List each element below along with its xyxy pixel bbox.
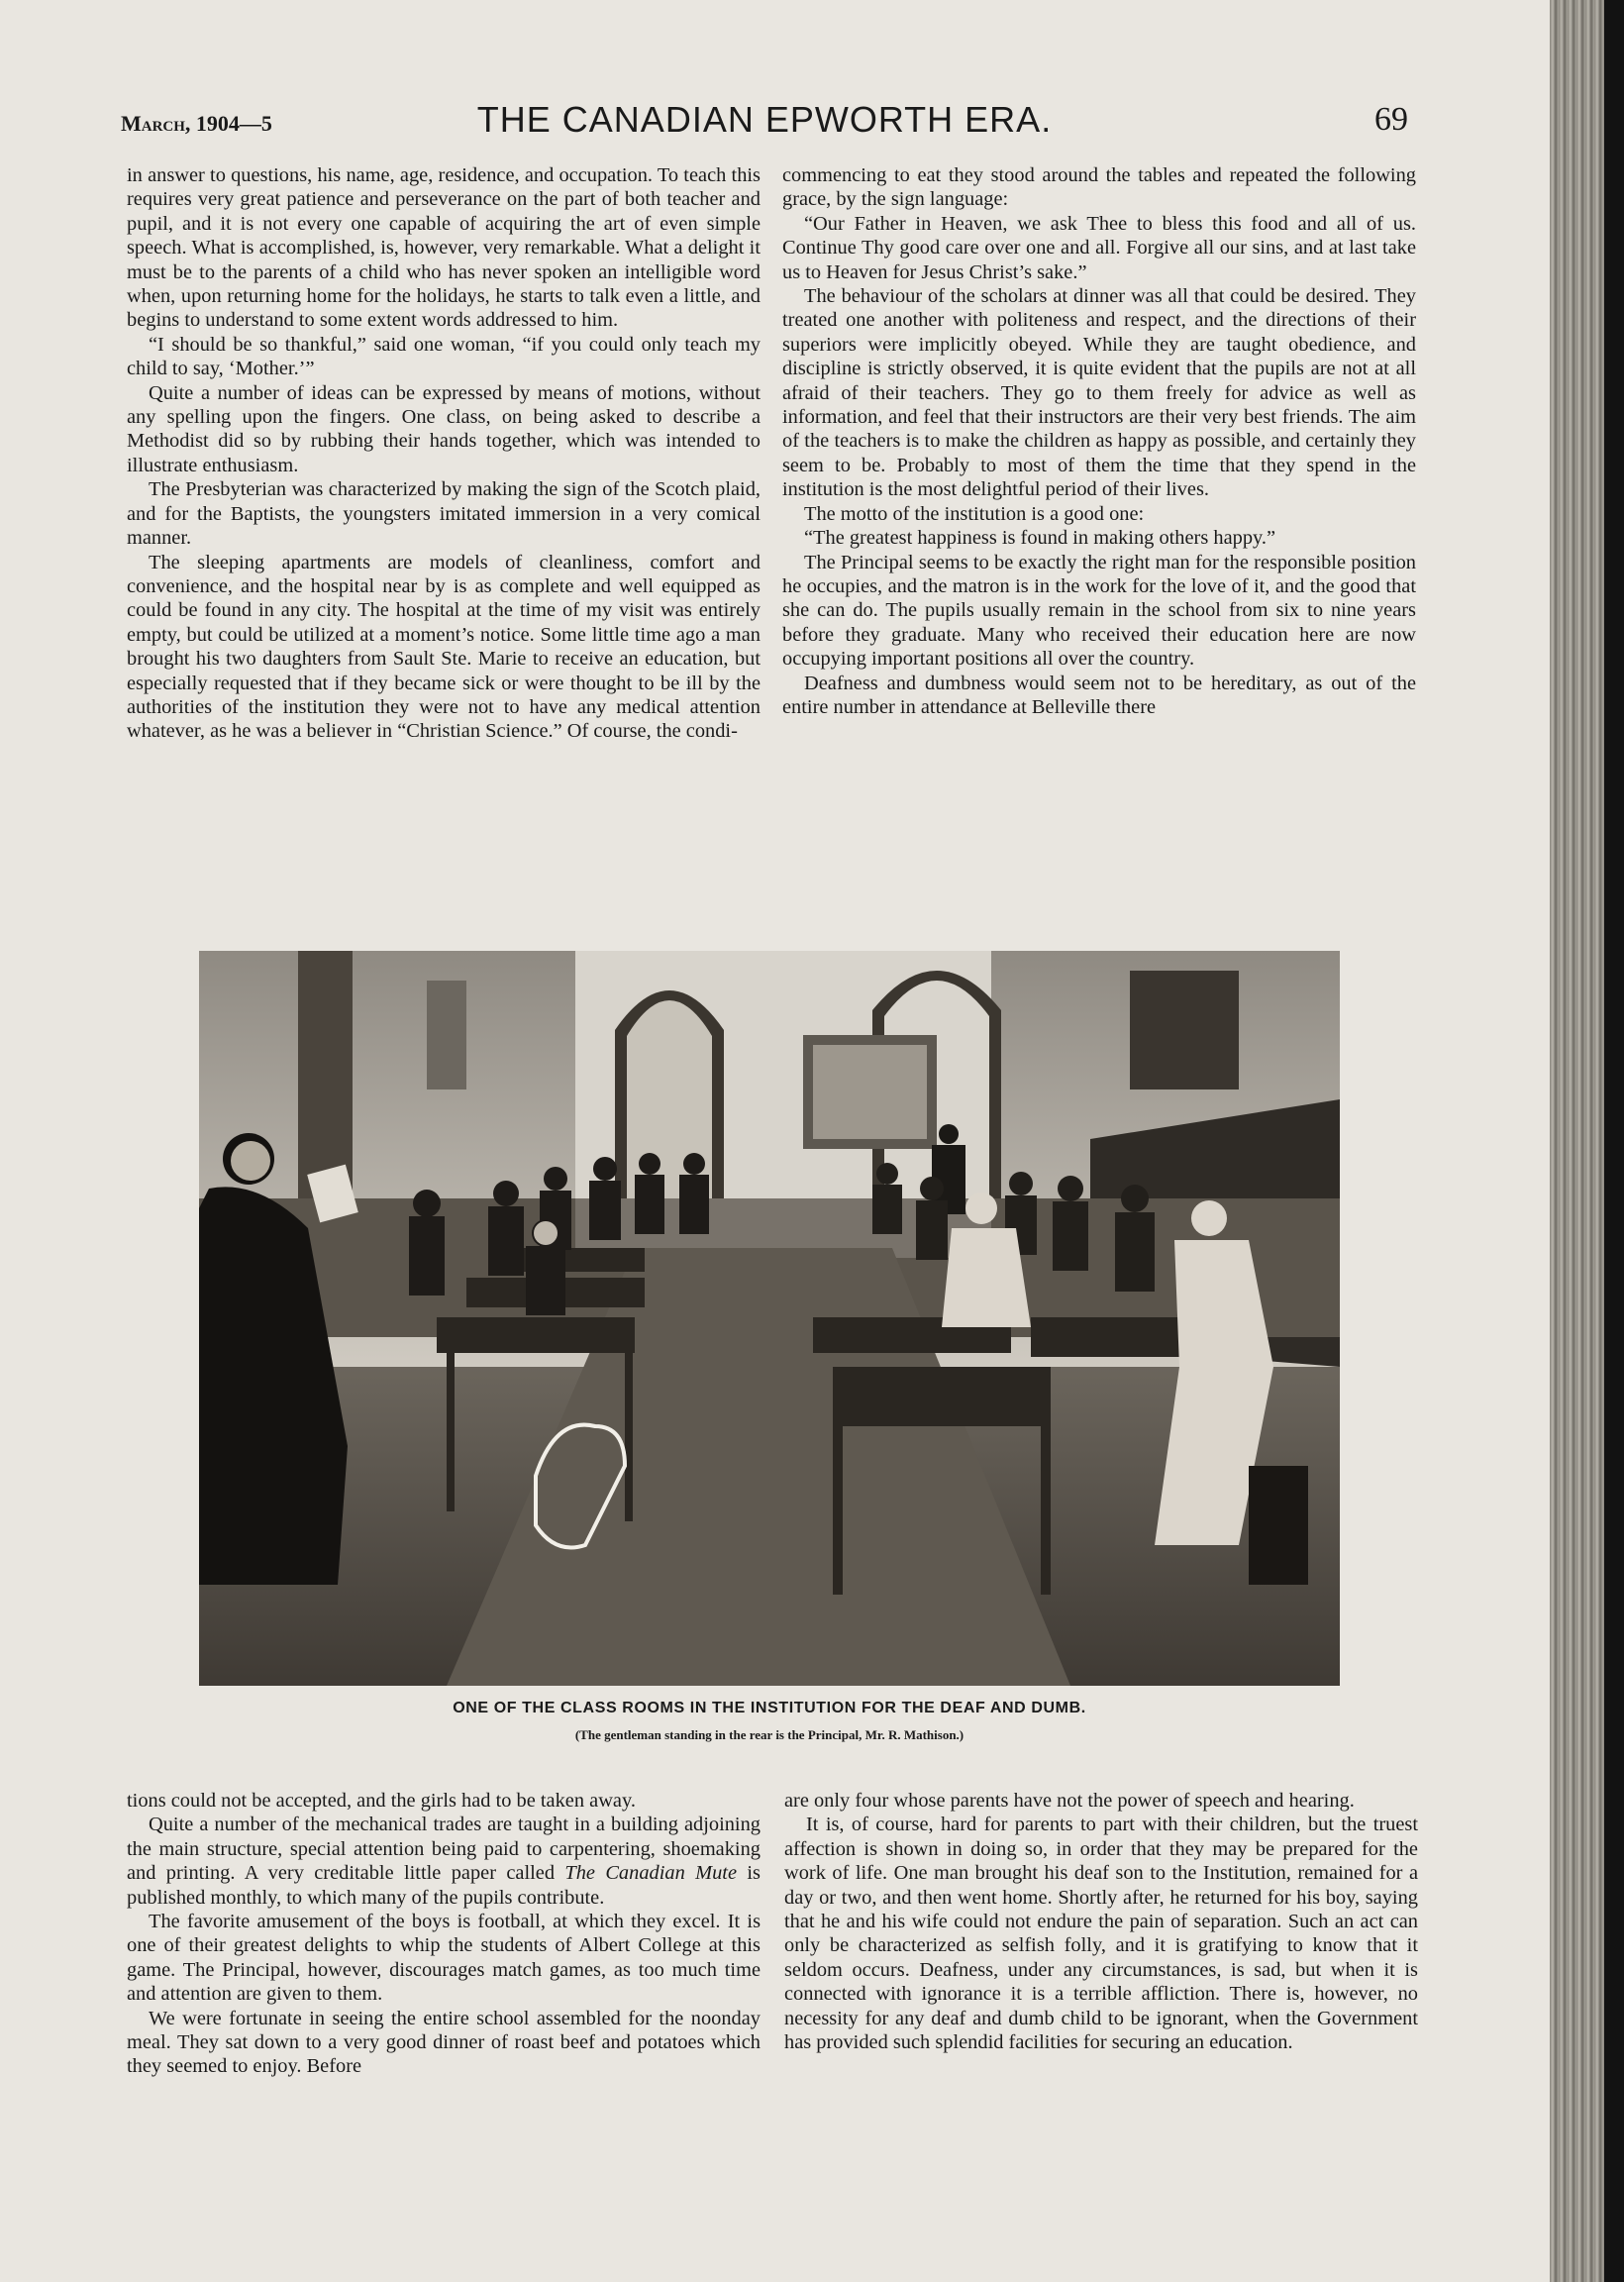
paragraph: commencing to eat they stood around the tables and repeated the following grace, by the sign language: <box>782 164 1416 211</box>
photo-subcaption: (The gentleman standing in the rear is the Principal, Mr. R. Mathison.) <box>574 1727 964 1742</box>
text-column-bottom-left <box>127 1789 761 2079</box>
paragraph: tions could not be accepted, and the girls had to be taken away. <box>127 1790 636 1812</box>
paragraph: The behaviour of the scholars at dinner was all that could be desired. They treated one another with politeness and respect, and the directions of their superiors were implicitly obeyed. While they are taught obedience, and discipline is strictly observed, it is quite evident that the pupils are not at all afraid of their teachers. They go to them freely for advice as well as information, and feel that their instructors are their very best friends. The aim of the teachers is to make the children as happy as possible, and certainly they seem to be. Probably to most of them the time that they spend in the institution is the most delightful period of their lives. <box>782 285 1416 501</box>
text-column-top-right <box>782 163 1416 719</box>
paragraph: Deafness and dumbness would seem not to be hereditary, as out of the entire number in attendance at Belleville there <box>782 672 1416 718</box>
issue-date: March, 1904—5 <box>121 111 272 136</box>
photo-caption: ONE OF THE CLASS ROOMS IN THE INSTITUTION FOR THE DEAF AND DUMB. <box>453 1700 1086 1716</box>
magazine-title: THE CANADIAN EPWORTH ERA. <box>476 99 1053 140</box>
text-column-top-left <box>127 163 761 744</box>
paragraph: We were fortunate in seeing the entire school assembled for the noonday meal. They sat down to a very good dinner of roast beef and potatoes which they seemed to enjoy. Before <box>127 2007 761 2078</box>
running-header <box>121 99 1408 149</box>
paragraph: The Presbyterian was characterized by making the sign of the Scotch plaid, and for the Baptists, the youngsters imitated immersion in a very comical manner. <box>127 478 761 550</box>
paragraph: It is, of course, hard for parents to part with their children, but the truest affection is shown in doing so, in order that they may be prepared for the work of life. One man brought his deaf son to the Institution, remained for a day or two, and then went home. Shortly after, he returned for his boy, saying that he and his wife could not endure the pain of separation. Such an act can only be characterized as selfish folly, and it is gratifying to know that it seldom occurs. Deafness, under any circumstances, is sad, but when it is connected with ignorance it is a terrible affliction. There is, however, no necessity for any deaf and dumb child to be ignorant, when the Government has provided such splendid facilities for securing an education. <box>784 1814 1418 2054</box>
paragraph: in answer to questions, his name, age, residence, and occupation. To teach this requires very great patience and perseverance on the part of both teacher and pupil, and it is not every one capable of acquiring the art of even simple speech. What is accomplished, is, however, very remarkable. What a delight it must be to the parents of a child who has never spoken an intelligible word when, upon returning home for the holidays, he starts to talk even a little, and begins to understand to some extent words addressed to him. <box>127 164 761 332</box>
paper-title: The Canadian Mute <box>564 1862 738 1885</box>
paragraph: Quite a number of ideas can be expressed by means of motions, without any spelling upon the fingers. One class, on being asked to describe a Methodist did so by rubbing their hands together, which was intended to illustrate enthusiasm. <box>127 381 761 476</box>
paragraph: The Principal seems to be exactly the right man for the responsible position he occupies, and the matron is in the work for the love of it, and the good that she can do. The pupils usually remain in the school from six to nine years before they graduate. Many who received their education here are now occupying important positions all over the country. <box>782 551 1416 671</box>
page-number: 69 <box>1374 101 1408 138</box>
classroom-photo <box>199 951 1340 1686</box>
text-column-bottom-right <box>784 1789 1418 2054</box>
paragraph: The motto of the institution is a good one: <box>804 502 1145 525</box>
paragraph: “Our Father in Heaven, we ask Thee to bless this food and all of us. Continue Thy good care over one and all. Forgive all our sins, and at last take us to Heaven for Jesus Christ’s sake.” <box>782 212 1416 283</box>
paragraph: The sleeping apartments are models of cleanliness, comfort and convenience, and the hospital near by is as complete and well equipped as could be found in any city. The hospital at the time of my visit was entirely empty, but could be utilized at a moment’s notice. Some little time ago a man brought his two daughters from Sault Ste. Marie to receive an education, but especially requested that if they became sick or were thought to be ill by the authorities of the institution they were not to have any medical attention whatever, as he was a believer in “Christian Science.” Of course, the condi- <box>127 551 761 743</box>
book-page-edge <box>1550 0 1624 2282</box>
classroom-photo-illustration <box>199 951 1340 1686</box>
paragraph-text: Quite a number of the mechanical trades are taught in a building adjoining the main structure, special attention being paid to carpentering, shoemaking and printing. A very creditable little paper called <box>127 1814 761 1885</box>
paragraph: The favorite amusement of the boys is football, at which they excel. It is one of their greatest delights to whip the students of Albert College at this game. The Principal, however, discourages match games, as too much time and attention are given to them. <box>127 1911 761 2006</box>
paragraph: “I should be so thankful,” said one woman, “if you could only teach my child to say, ‘Mother.’” <box>127 333 761 380</box>
paragraph: “The greatest happiness is found in making others happy.” <box>804 527 1276 550</box>
paragraph <box>127 1813 761 1910</box>
paragraph: are only four whose parents have not the power of speech and hearing. <box>784 1790 1355 1812</box>
paragraph-text: is published monthly, to which many of the pupils contribute. <box>127 1862 761 1909</box>
